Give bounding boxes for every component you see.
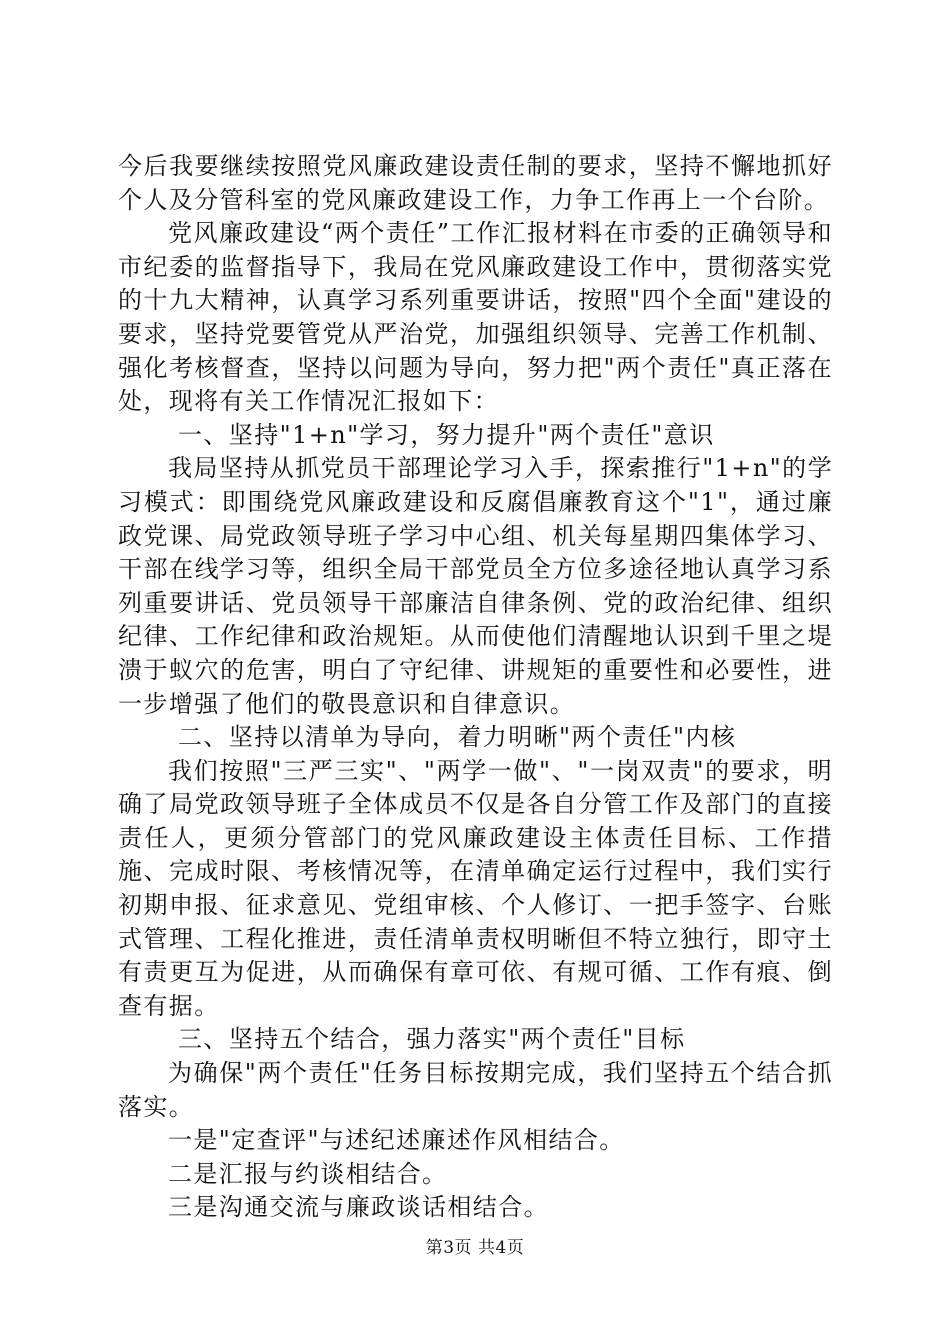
document-body [118, 150, 833, 1225]
list-item-1: 一是"定查评"与述纪述廉述作风相结合。 [168, 1126, 625, 1155]
paragraph-section-1: 我局坚持从抓党员干部理论学习入手，探索推行"1+n"的学习模式：即围绕党风廉政建设和反腐倡廉教育这个"1"，通过廉政党课、局党政领导班子学习中心组、机关每星期四集体学习、干部在线学习等，组织全局干部党员全方位多途径地认真学习系列重要讲话、党员领导干部廉洁自律条例、党的政治纪律、组织纪律、工作纪律和政治规矩。从而使他们清醒地认识到千里之堤溃于蚁穴的危害，明白了守纪律、讲规矩的重要性和必要性，进一步增强了他们的敬畏意识和自律意识。 [118, 454, 833, 718]
section-heading-1: 一、坚持"1+n"学习，努力提升"两个责任"意识 [178, 420, 715, 449]
section-heading-2: 二、坚持以清单为导向，着力明晰"两个责任"内核 [178, 723, 737, 752]
list-item-3: 三是沟通交流与廉政谈话相结合。 [168, 1193, 549, 1222]
paragraph-section-3: 为确保"两个责任"任务目标按期完成，我们坚持五个结合抓落实。 [118, 1059, 833, 1121]
paragraph-continuation: 今后我要继续按照党风廉政建设责任制的要求，坚持不懈地抓好个人及分管科室的党风廉政建设工作，力争工作再上一个台阶。 [118, 152, 833, 214]
section-heading-3: 三、坚持五个结合，强力落实"两个责任"目标 [178, 1025, 686, 1054]
paragraph-section-2: 我们按照"三严三实"、"两学一做"、"一岗双责"的要求，明确了局党政领导班子全体成员不仅是各自分管工作及部门的直接责任人，更须分管部门的党风廉政建设主体责任目标、工作措施、完成时限、考核情况等，在清单确定运行过程中，我们实行初期申报、征求意见、党组审核、个人修订、一把手签字、台账式管理、工程化推进，责任清单责权明晰但不特立独行，即守土有责更互为促进，从而确保有章可依、有规可循、工作有痕、倒查有据。 [118, 756, 833, 1020]
page-footer: 第3页 共4页 [425, 1238, 525, 1258]
paragraph-report-intro: 党风廉政建设“两个责任”工作汇报材料在市委的正确领导和市纪委的监督指导下，我局在党风廉政建设工作中，贯彻落实党的十九大精神，认真学习系列重要讲话，按照"四个全面"建设的要求，坚持党要管党从严治党，加强组织领导、完善工作机制、强化考核督查，坚持以问题为导向，努力把"两个责任"真正落在处，现将有关工作情况汇报如下： [118, 219, 833, 416]
list-item-2: 二是汇报与约谈相结合。 [168, 1159, 448, 1188]
